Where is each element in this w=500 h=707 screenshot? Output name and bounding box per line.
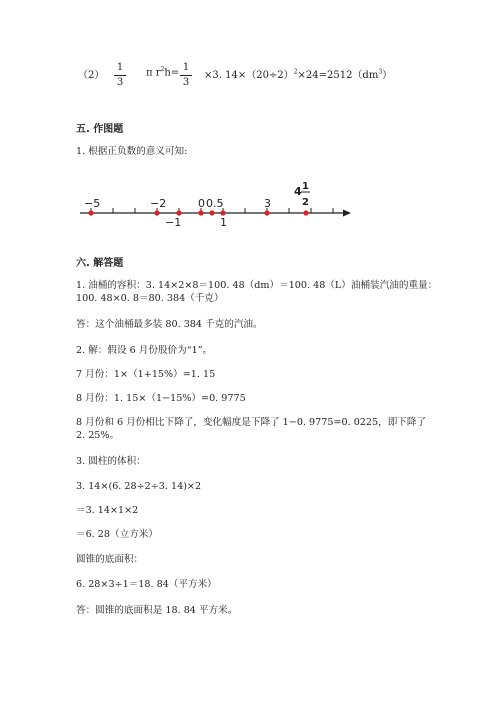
- label-1: 1: [220, 216, 227, 229]
- fraction-one-third-a: 1 3: [114, 62, 126, 88]
- label-0: 0: [198, 197, 205, 210]
- answer-line: 100. 48×0. 8＝80. 384（千克）: [76, 293, 224, 304]
- point-0-5: [209, 210, 214, 215]
- formula-index: （2）: [78, 70, 105, 81]
- answer-line: 7 月份：1×（1+15%）=1. 15: [76, 369, 216, 380]
- label-four-half-den: 2: [302, 197, 309, 208]
- section-five-heading: 五. 作图题: [76, 124, 124, 135]
- answer-line: 2. 25%。: [76, 430, 120, 441]
- answer-line: 圆锥的底面积：: [76, 554, 144, 565]
- label-minus-2: −2: [150, 197, 167, 210]
- answer-line: 答：圆锥的底面积是 18. 84 平方米。: [76, 605, 238, 616]
- point-minus-2: [154, 210, 159, 215]
- answer-line: 8 月份和 6 月份相比下降了，变化幅度是下降了 1−0. 9775=0. 0225，即下降了: [76, 417, 427, 428]
- point-0: [198, 210, 203, 215]
- answer-line: 3. 圆柱的体积：: [76, 456, 146, 467]
- label-four-half-num: 1: [302, 181, 309, 192]
- label-four-whole: 4: [294, 185, 302, 198]
- label-0-5: 0.5: [206, 197, 224, 210]
- formula-calculation: ×3. $14\times(20\div 2)^2\times 24=2512(dm^3)$: [204, 68, 393, 81]
- point-1: [220, 210, 225, 215]
- point-minus-5: [88, 210, 93, 215]
- answer-line: 6. 28×3÷1＝18. 84（平方米）: [76, 579, 217, 590]
- point-minus-1: [176, 210, 181, 215]
- section-six-heading: 六. 解答题: [76, 258, 124, 269]
- label-minus-1: −1: [165, 216, 182, 229]
- fraction-one-third-b: 1 3: [180, 62, 192, 88]
- section-five-question: 1. 根据正负数的意义可知:: [76, 146, 188, 157]
- answer-line: 答：这个油桶最多装 80. 384 千克的汽油。: [76, 319, 263, 330]
- number-line-figure: [0, 175, 500, 235]
- answer-line: ＝6. 28（立方米）: [76, 529, 158, 540]
- label-minus-5: −5: [84, 197, 101, 210]
- arrow-head-icon: [343, 210, 351, 217]
- answer-line: 1. 油桶的容积：3. 14×2×8＝100. 48（dm）＝100. 48（L）油桶装汽油的重量：: [76, 280, 438, 291]
- point-4-half: [303, 210, 308, 215]
- cone-volume-formula: π $r^2h=$: [146, 66, 180, 79]
- answer-line: 2. 解：假设 6 月份股价为“1”。: [76, 345, 213, 356]
- answer-line: 3. 14×(6. 28÷2÷3. 14)×2: [76, 481, 202, 492]
- point-3: [264, 210, 269, 215]
- label-3: 3: [264, 197, 271, 210]
- answer-line: ＝3. 14×1×2: [76, 505, 139, 516]
- answer-line: 8 月份：1. 15×（1−15%）=0. 9775: [76, 393, 246, 404]
